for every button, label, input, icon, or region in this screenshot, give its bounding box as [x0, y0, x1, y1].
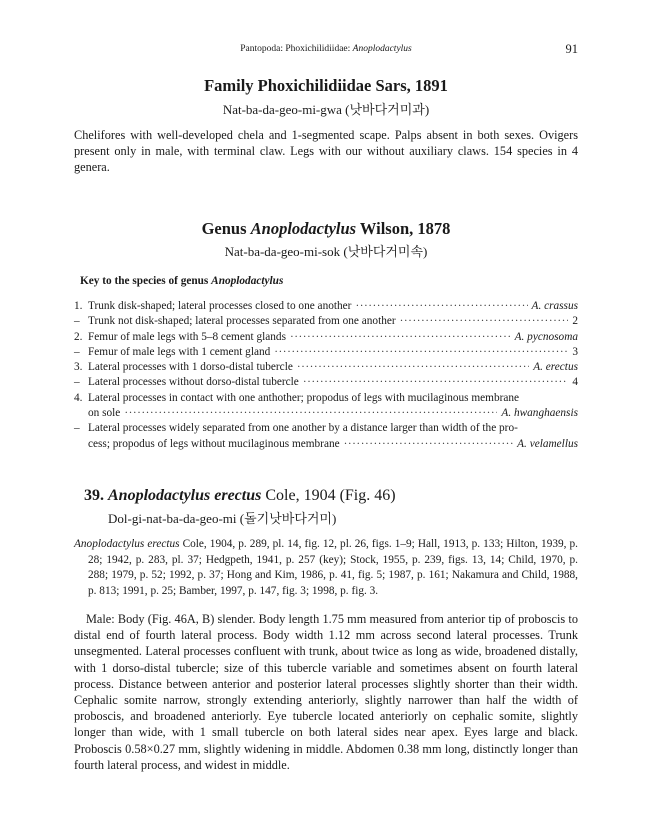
key-leader-dots: [355, 299, 527, 314]
male-description: [74, 611, 578, 773]
running-head-genus: Anoplodactylus: [352, 44, 412, 54]
synonymy-text: [74, 537, 578, 599]
key-mark: 3.: [74, 361, 83, 374]
key-row: [74, 375, 578, 390]
species-korean-name: Dol-gi-nat-ba-da-geo-mi (돌기낫바다거미): [108, 511, 337, 526]
key-text: Lateral processes widely separated from one another by a distance larger than width of the pro-: [88, 422, 518, 435]
synonymy-lead-name: Anoplodactylus erectus: [74, 538, 180, 550]
genus-title-name: Anoplodactylus: [250, 219, 357, 238]
key-text-continuation: on sole: [88, 407, 121, 420]
genus-title-prefix: Genus: [201, 219, 251, 238]
genus-title: [0, 219, 652, 239]
running-head-prefix: Pantopoda: Phoxichilidiidae:: [240, 44, 353, 54]
species-number: 39.: [84, 487, 104, 504]
key-text: Lateral processes without dorso-distal tubercle: [88, 376, 299, 389]
key-result: A. crassus: [531, 300, 578, 312]
genus-title-suffix: Wilson, 1878: [356, 219, 451, 238]
key-row: [74, 330, 578, 345]
key-row: [74, 391, 578, 406]
family-korean-name: Nat-ba-da-geo-mi-gwa (낫바다거미과): [222, 102, 430, 117]
key-leader-dots: [297, 360, 529, 375]
species-heading: [84, 487, 396, 505]
key-mark: 4.: [74, 391, 83, 404]
key-text: Lateral processes with 1 dorso-distal tubercle: [88, 361, 293, 374]
key-leader-dots: [290, 330, 511, 345]
key-result: 2: [572, 315, 578, 328]
synonymy-references: Cole, 1904, p. 289, pl. 14, fig. 12, pl. 26, figs. 1–9; Hall, 1913, p. 133; Hilton, 1939, p. 28; 1942, p. 283, pl. 37; Hedgpeth, 1941, p. 257 (key); Stock, 1955, p. 239, figs. 13, 14; Child, 1970, p. 288; 1979, p. 52; 1992, p. 37; Hong and Kim, 1986, p. 41, fig. 5; 1987, p. 161; Nakamura and Child, 1988, p. 813; 1991, p. 25; Bamber, 1997, p. 147, fig. 3; 1998, p. fig. 3.: [88, 538, 578, 597]
key-result: A. velamellus: [517, 437, 578, 450]
key-mark: 1.: [74, 300, 83, 312]
key-text: Femur of male legs with 5–8 cement glands: [88, 330, 286, 343]
key-result: A. erectus: [533, 361, 578, 374]
key-text-continuation: cess; propodus of legs without mucilaginous membrane: [88, 437, 340, 450]
key-title: [80, 275, 283, 287]
synonymy-paragraph: [74, 537, 578, 599]
key-leader-dots: [124, 406, 497, 421]
key-title-genus: Anoplodactylus: [211, 275, 284, 287]
key-mark: –: [74, 315, 80, 328]
key-mark: –: [74, 376, 80, 389]
key-mark: –: [74, 422, 80, 435]
key-mark: 2.: [74, 330, 83, 343]
key-row-continuation: [74, 437, 578, 452]
key-result: A. pycnosoma: [514, 330, 578, 343]
key-leader-dots: [274, 345, 568, 360]
key-leader-dots: [400, 314, 569, 329]
key-row-continuation: [74, 406, 578, 421]
genus-korean-name: Nat-ba-da-geo-mi-sok (낫바다거미속): [224, 244, 428, 259]
key-text: Trunk not disk-shaped; lateral processes separated from one another: [88, 315, 396, 328]
key-leader-dots: [303, 375, 569, 390]
key-row: [74, 299, 578, 314]
species-author: Cole, 1904 (Fig. 46): [261, 487, 396, 504]
key-title-prefix: Key to the species of genus: [80, 275, 212, 287]
running-head: [0, 44, 652, 54]
key-result: 3: [572, 345, 578, 358]
key-result: A. hwanghaensis: [501, 407, 578, 420]
key-text: Femur of male legs with 1 cement gland: [88, 345, 271, 358]
species-key: [74, 299, 578, 452]
key-row: [74, 360, 578, 375]
key-mark: –: [74, 345, 80, 358]
key-row: [74, 421, 578, 436]
key-leader-dots: [344, 437, 514, 452]
male-description-text: Male: Body (Fig. 46A, B) slender. Body length 1.75 mm measured from anterior tip of proboscis to distal end of fourth lateral process. Body width 1.12 mm across second lateral processes. Trunk unsegmented. Lateral processes confluent with trunk, about twice as long as wide, broadened distally, with 1 dorso-distal tubercle; size of this tubercle variable and sometimes absent on fourth lateral process. Distance between anterior and posterior lateral processes slightly shorter than their width. Cephalic somite narrow, strongly extending anteriorly, slightly narrower than half the width of proboscis, and broadened anteriorly. Eye tubercle located anteriorly on cephalic somite, slightly longer than wide, with 1 small tubercle on both lateral sides near apex. Eyes large and black. Proboscis 0.58×0.27 mm, slightly widening in middle. Abdomen 0.38 mm long, distinctly longer than fourth lateral process, and widest in middle.: [74, 612, 578, 772]
key-text: Trunk disk-shaped; lateral processes closed to one another: [88, 300, 352, 312]
family-title: Family Phoxichilidiidae Sars, 1891: [204, 76, 448, 95]
key-result: 4: [572, 376, 578, 389]
key-text: Lateral processes in contact with one anthother; propodus of legs with mucilaginous membrane: [88, 391, 520, 404]
key-row: [74, 345, 578, 360]
key-row: [74, 314, 578, 329]
page-number: 91: [565, 42, 578, 56]
family-description: Chelifores with well-developed chela and 1-segmented scape. Palps absent in both sexes. Ovigers present only in male, with terminal claw. Legs with our without auxiliary claws. 154 species in 4 genera.: [74, 128, 578, 175]
species-name: Anoplodactylus erectus: [108, 487, 262, 504]
